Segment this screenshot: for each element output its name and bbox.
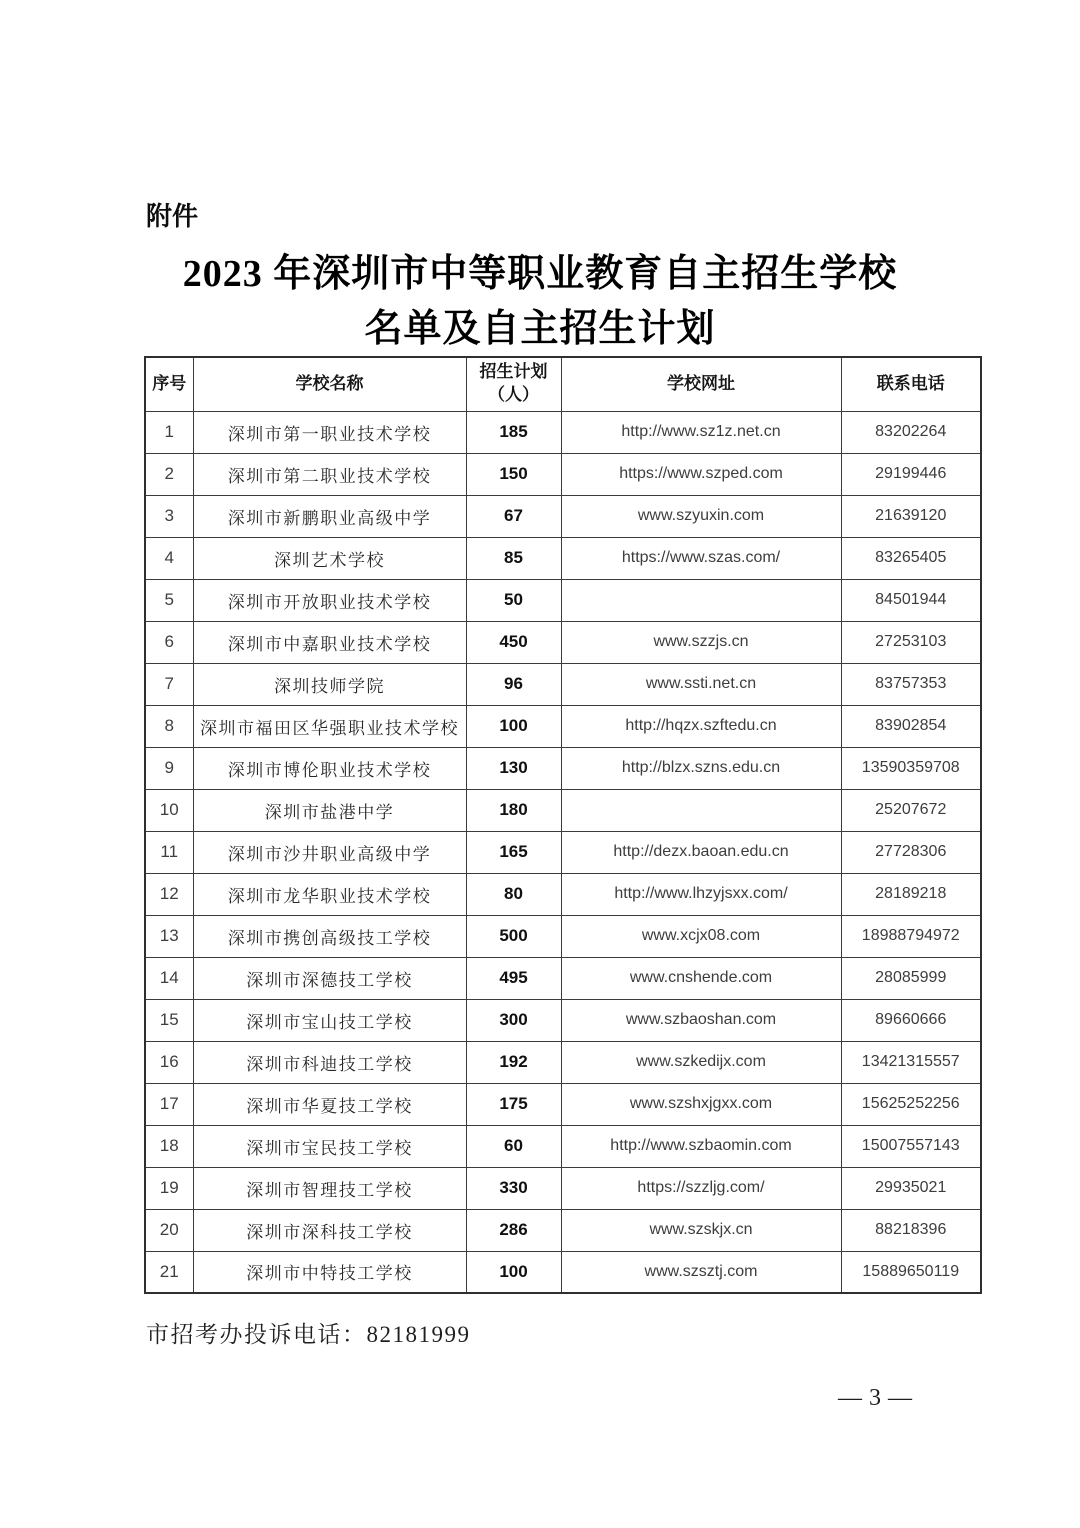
- table-row: [145, 1083, 981, 1125]
- contact-phone: 83757353: [841, 663, 981, 705]
- enrollment-plan: 100: [466, 1251, 561, 1293]
- enrollment-plan: 300: [466, 999, 561, 1041]
- table-row: [145, 1167, 981, 1209]
- row-number: 21: [145, 1251, 193, 1293]
- table-row: [145, 747, 981, 789]
- contact-phone: 84501944: [841, 579, 981, 621]
- table-row: [145, 453, 981, 495]
- row-number: 2: [145, 453, 193, 495]
- school-name: 深圳市第二职业技术学校: [193, 453, 466, 495]
- enrollment-plan: 96: [466, 663, 561, 705]
- table-row: [145, 831, 981, 873]
- table-row: [145, 1125, 981, 1167]
- document-title-line1: 2023 年深圳市中等职业教育自主招生学校: [182, 253, 898, 295]
- document-title: [0, 247, 1080, 357]
- complaint-phone-note: 市招考办投诉电话：82181999: [146, 1322, 471, 1347]
- table-header-row: [145, 357, 981, 411]
- contact-phone: 88218396: [841, 1209, 981, 1251]
- school-name: 深圳市中嘉职业技术学校: [193, 621, 466, 663]
- school-website: http://hqzx.szftedu.cn: [561, 705, 841, 747]
- school-website: www.szyuxin.com: [561, 495, 841, 537]
- row-number: 16: [145, 1041, 193, 1083]
- row-number: 3: [145, 495, 193, 537]
- school-name: 深圳市盐港中学: [193, 789, 466, 831]
- column-header-phone: 联系电话: [841, 357, 981, 411]
- school-website: www.szskjx.cn: [561, 1209, 841, 1251]
- school-website: http://blzx.szns.edu.cn: [561, 747, 841, 789]
- column-header-name: 学校名称: [193, 357, 466, 411]
- enrollment-plan: 175: [466, 1083, 561, 1125]
- contact-phone: 83265405: [841, 537, 981, 579]
- contact-phone: 27728306: [841, 831, 981, 873]
- contact-phone: 27253103: [841, 621, 981, 663]
- school-name: 深圳市智理技工学校: [193, 1167, 466, 1209]
- table-row: [145, 495, 981, 537]
- column-header-url: 学校网址: [561, 357, 841, 411]
- school-name: 深圳市第一职业技术学校: [193, 411, 466, 453]
- row-number: 1: [145, 411, 193, 453]
- contact-phone: 83902854: [841, 705, 981, 747]
- enrollment-plan: 450: [466, 621, 561, 663]
- enrollment-plan: 80: [466, 873, 561, 915]
- contact-phone: 15625252256: [841, 1083, 981, 1125]
- enrollment-plan: 500: [466, 915, 561, 957]
- contact-phone: 29199446: [841, 453, 981, 495]
- attachment-label: 附件: [146, 201, 199, 231]
- school-website: http://www.sz1z.net.cn: [561, 411, 841, 453]
- table-row: [145, 663, 981, 705]
- table-row: [145, 789, 981, 831]
- row-number: 10: [145, 789, 193, 831]
- enrollment-plan: 495: [466, 957, 561, 999]
- table-row: [145, 579, 981, 621]
- contact-phone: 28085999: [841, 957, 981, 999]
- row-number: 5: [145, 579, 193, 621]
- school-name: 深圳市宝民技工学校: [193, 1125, 466, 1167]
- table-row: [145, 1041, 981, 1083]
- table-row: [145, 1209, 981, 1251]
- school-website: www.szzjs.cn: [561, 621, 841, 663]
- table-row: [145, 411, 981, 453]
- enrollment-plan: 50: [466, 579, 561, 621]
- contact-phone: 28189218: [841, 873, 981, 915]
- row-number: 7: [145, 663, 193, 705]
- school-name: 深圳市深德技工学校: [193, 957, 466, 999]
- school-name: 深圳技师学院: [193, 663, 466, 705]
- table-row: [145, 621, 981, 663]
- school-website: [561, 789, 841, 831]
- enrollment-plan: 165: [466, 831, 561, 873]
- page-number: —3—: [838, 1385, 919, 1411]
- row-number: 17: [145, 1083, 193, 1125]
- row-number: 4: [145, 537, 193, 579]
- school-website: http://dezx.baoan.edu.cn: [561, 831, 841, 873]
- contact-phone: 25207672: [841, 789, 981, 831]
- contact-phone: 18988794972: [841, 915, 981, 957]
- row-number: 13: [145, 915, 193, 957]
- school-website: www.xcjx08.com: [561, 915, 841, 957]
- school-website: https://www.szped.com: [561, 453, 841, 495]
- contact-phone: 89660666: [841, 999, 981, 1041]
- row-number: 19: [145, 1167, 193, 1209]
- school-website: www.szkedijx.com: [561, 1041, 841, 1083]
- column-header-plan: 招生计划 （人）: [466, 357, 561, 411]
- school-name: 深圳市博伦职业技术学校: [193, 747, 466, 789]
- enrollment-plan: 85: [466, 537, 561, 579]
- school-website: www.cnshende.com: [561, 957, 841, 999]
- contact-phone: 29935021: [841, 1167, 981, 1209]
- school-website: www.szbaoshan.com: [561, 999, 841, 1041]
- school-website: www.szshxjgxx.com: [561, 1083, 841, 1125]
- school-name: 深圳市华夏技工学校: [193, 1083, 466, 1125]
- row-number: 18: [145, 1125, 193, 1167]
- row-number: 11: [145, 831, 193, 873]
- enrollment-plan: 185: [466, 411, 561, 453]
- table-row: [145, 537, 981, 579]
- row-number: 8: [145, 705, 193, 747]
- enrollment-plan: 286: [466, 1209, 561, 1251]
- enrollment-plan: 130: [466, 747, 561, 789]
- school-website: [561, 579, 841, 621]
- enrollment-plan: 100: [466, 705, 561, 747]
- contact-phone: 15889650119: [841, 1251, 981, 1293]
- school-name: 深圳市携创高级技工学校: [193, 915, 466, 957]
- column-header-no: 序号: [145, 357, 193, 411]
- school-name: 深圳市福田区华强职业技术学校: [193, 705, 466, 747]
- school-name: 深圳市新鹏职业高级中学: [193, 495, 466, 537]
- enrollment-plan: 192: [466, 1041, 561, 1083]
- contact-phone: 13590359708: [841, 747, 981, 789]
- school-website: https://szzljg.com/: [561, 1167, 841, 1209]
- school-name: 深圳市深科技工学校: [193, 1209, 466, 1251]
- table-row: [145, 1251, 981, 1293]
- row-number: 9: [145, 747, 193, 789]
- row-number: 6: [145, 621, 193, 663]
- school-name: 深圳艺术学校: [193, 537, 466, 579]
- document-title-line2: 名单及自主招生计划: [364, 308, 716, 350]
- school-website: http://www.szbaomin.com: [561, 1125, 841, 1167]
- table-row: [145, 873, 981, 915]
- school-website: https://www.szas.com/: [561, 537, 841, 579]
- table-row: [145, 705, 981, 747]
- school-website: www.ssti.net.cn: [561, 663, 841, 705]
- school-name: 深圳市沙井职业高级中学: [193, 831, 466, 873]
- school-name: 深圳市中特技工学校: [193, 1251, 466, 1293]
- row-number: 14: [145, 957, 193, 999]
- school-website: www.szsztj.com: [561, 1251, 841, 1293]
- row-number: 12: [145, 873, 193, 915]
- table-row: [145, 915, 981, 957]
- school-website: http://www.lhzyjsxx.com/: [561, 873, 841, 915]
- row-number: 20: [145, 1209, 193, 1251]
- enrollment-plan: 180: [466, 789, 561, 831]
- schools-table: [144, 356, 982, 1294]
- school-name: 深圳市科迪技工学校: [193, 1041, 466, 1083]
- table-row: [145, 999, 981, 1041]
- contact-phone: 21639120: [841, 495, 981, 537]
- enrollment-plan: 60: [466, 1125, 561, 1167]
- enrollment-plan: 67: [466, 495, 561, 537]
- row-number: 15: [145, 999, 193, 1041]
- school-name: 深圳市宝山技工学校: [193, 999, 466, 1041]
- enrollment-plan: 150: [466, 453, 561, 495]
- contact-phone: 13421315557: [841, 1041, 981, 1083]
- school-name: 深圳市龙华职业技术学校: [193, 873, 466, 915]
- contact-phone: 83202264: [841, 411, 981, 453]
- table-row: [145, 957, 981, 999]
- school-name: 深圳市开放职业技术学校: [193, 579, 466, 621]
- enrollment-plan: 330: [466, 1167, 561, 1209]
- contact-phone: 15007557143: [841, 1125, 981, 1167]
